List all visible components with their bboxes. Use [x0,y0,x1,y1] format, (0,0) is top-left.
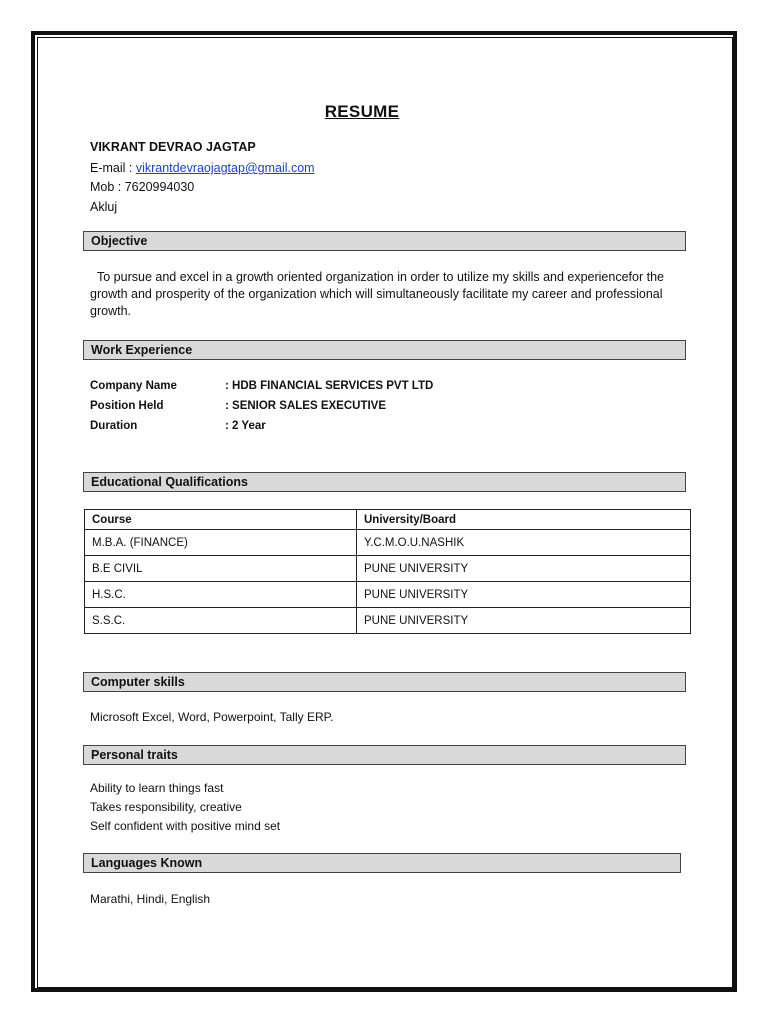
university-cell: Y.C.M.O.U.NASHIK [357,530,691,556]
personal-traits-list [90,779,280,836]
email-label: E-mail : [90,161,136,175]
section-heading-education: Educational Qualifications [83,472,686,492]
location-line: Akluj [90,200,118,214]
column-header-university: University/Board [357,510,691,530]
section-heading-languages: Languages Known [83,853,681,873]
course-cell: S.S.C. [85,608,357,634]
university-cell: PUNE UNIVERSITY [357,556,691,582]
work-label: Duration [90,420,138,432]
university-cell: PUNE UNIVERSITY [357,582,691,608]
work-value: : HDB FINANCIAL SERVICES PVT LTD [225,380,434,392]
work-label: Position Held [90,400,164,412]
candidate-name: VIKRANT DEVRAO JAGTAP [90,140,256,154]
section-heading-personal-traits: Personal traits [83,745,686,765]
table-row [85,582,691,608]
course-cell: M.B.A. (FINANCE) [85,530,357,556]
table-row [85,530,691,556]
course-cell: H.S.C. [85,582,357,608]
work-value: : SENIOR SALES EXECUTIVE [225,400,387,412]
section-heading-computer-skills: Computer skills [83,672,686,692]
objective-text: To pursue and excel in a growth oriented organization in order to utilize my skills and experiencefor the growth and prosperity of the organization which will simultaneously facilitate my career and professional growth. [90,270,664,318]
list-item: Ability to learn things fast [90,781,224,795]
section-heading-work-experience: Work Experience [83,340,686,360]
email-link[interactable]: vikrantdevraojagtap@gmail.com [135,161,315,175]
document-title: RESUME [324,102,400,121]
column-header-course: Course [85,510,357,530]
work-row-position [90,396,433,416]
section-heading-objective: Objective [83,231,686,251]
list-item: Takes responsibility, creative [90,800,242,814]
university-cell: PUNE UNIVERSITY [357,608,691,634]
computer-skills-text: Microsoft Excel, Word, Powerpoint, Tally ERP. [90,710,334,724]
languages-text: Marathi, Hindi, English [90,892,211,906]
work-label: Company Name [90,380,177,392]
work-row-duration [90,416,433,436]
list-item: Self confident with positive mind set [90,819,281,833]
table-row [85,556,691,582]
work-row-company [90,376,433,396]
email-line [90,160,315,176]
table-header-row [85,510,691,530]
mobile-line: Mob : 7620994030 [90,180,195,194]
work-experience-details [90,376,433,436]
table-row [85,608,691,634]
course-cell: B.E CIVIL [85,556,357,582]
work-value: : 2 Year [225,420,266,432]
education-table [84,509,691,634]
